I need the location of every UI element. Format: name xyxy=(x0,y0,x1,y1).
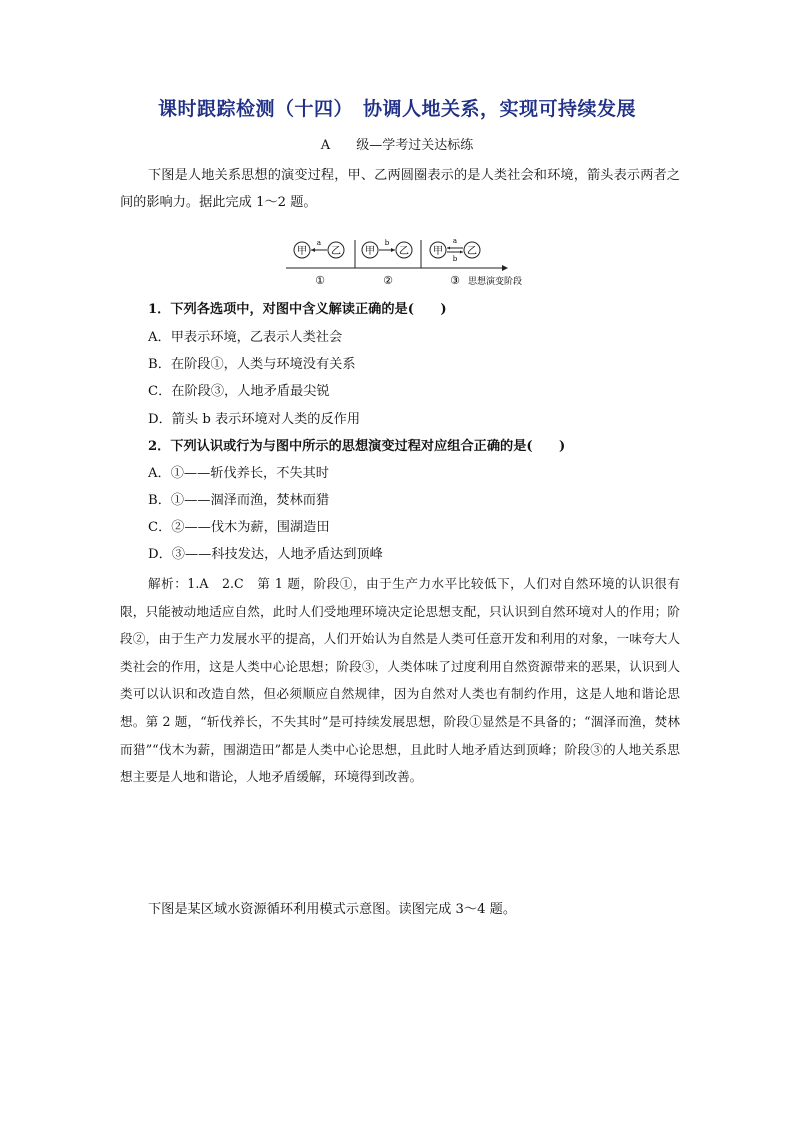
stage3-arrow-label-b: b xyxy=(452,255,458,263)
stage3-arrowhead-b xyxy=(460,251,463,254)
stage3-arrowhead-a xyxy=(447,247,450,250)
q1-option-a: A．甲表示环境，乙表示人类社会 xyxy=(148,330,343,345)
level-letter: A xyxy=(320,138,331,153)
stage2-jia-label: 甲 xyxy=(365,246,375,257)
stage1-jia-label: 甲 xyxy=(297,246,307,257)
intro-paragraph-1: 下图是人地关系思想的演变过程，甲、乙两圆圈表示的是人类社会和环境，箭头表示两者之间的影响力。据此完成 1～2 题。 xyxy=(120,168,680,211)
level-heading xyxy=(0,134,794,153)
level-text: 级—学考过关达标练 xyxy=(356,138,474,153)
q2-option-a: A．①——斩伐养长，不失其时 xyxy=(148,466,329,481)
q2-option-d: D．③——科技发达，人地矛盾达到顶峰 xyxy=(148,547,383,562)
stage3-label: ③ xyxy=(450,274,460,287)
evolution-diagram xyxy=(284,232,544,290)
axis-title: 思想演变阶段 xyxy=(468,277,523,287)
stage2-group xyxy=(362,239,412,258)
stage3-jia-label: 甲 xyxy=(433,246,443,257)
stage2-arrowhead xyxy=(391,248,395,252)
stage2-yi-label: 乙 xyxy=(399,246,409,257)
page-title: 课时跟踪检测（十四） 协调人地关系，实现可持续发展 xyxy=(157,98,636,120)
q2-option-c: C．②——伐木为薪，围湖造田 xyxy=(148,520,330,535)
stage2-arrow-label: b xyxy=(384,239,390,247)
stage3-yi-label: 乙 xyxy=(467,246,477,257)
q1-option-b: B．在阶段①，人类与环境没有关系 xyxy=(148,357,356,372)
stage1-arrowhead xyxy=(311,248,315,252)
q1-stem: 1．下列各选项中，对图中含义解读正确的是( ) xyxy=(148,302,447,317)
q1-option-d: D．箭头 b 表示环境对人类的反作用 xyxy=(148,412,361,427)
stage1-yi-label: 乙 xyxy=(331,246,341,257)
axis-arrowhead xyxy=(502,265,508,271)
q2-option-b: B．①——涸泽而渔，焚林而猎 xyxy=(148,493,330,508)
q1-option-c: C．在阶段③，人地矛盾最尖锐 xyxy=(148,384,330,399)
evolution-diagram-svg xyxy=(284,232,544,290)
stage3-group xyxy=(430,237,480,263)
q2-stem: 2．下列认识或行为与图中所示的思想演变过程对应组合正确的是( ) xyxy=(148,439,566,454)
intro-paragraph-2: 下图是某区域水资源循环利用模式示意图。读图完成 3～4 题。 xyxy=(148,902,517,917)
stage1-label: ① xyxy=(315,274,325,287)
stage2-label: ② xyxy=(383,274,393,287)
stage3-arrow-label-a: a xyxy=(452,237,458,245)
answer-explanation: 解析：1.A 2.C 第 1 题，阶段①，由于生产力水平比较低下，人们对自然环境的认识很有限，只能被动地适应自然，此时人们受地理环境决定论思想支配，只认识到自然环境对人的作用；阶段②，由于生产力发展水平的提高，人们开始认为自然是人类可任意开发和利用的对象，一味夸大人类社会的作用，这是人类中心论思想；阶段③，人类体味了过度利用自然资源带来的恶果，认识到人类可以认识和改造自然，但必须顺应自然规律，因为自然对人类也有制约作用，这是人地和谐论思想。第 2 题，“斩伐养长，不失其时”是可持续发展思想，阶段①显然是不具备的；“涸泽而渔，焚林而猎”“伐木为薪，围湖造田”都是人类中心论思想，且此时人地矛盾达到顶峰；阶段③的人地关系思想主要是人地和谐论，人地矛盾缓解，环境得到改善。 xyxy=(120,576,680,785)
stage1-group xyxy=(294,239,344,258)
stage1-arrow-label: a xyxy=(316,239,322,247)
